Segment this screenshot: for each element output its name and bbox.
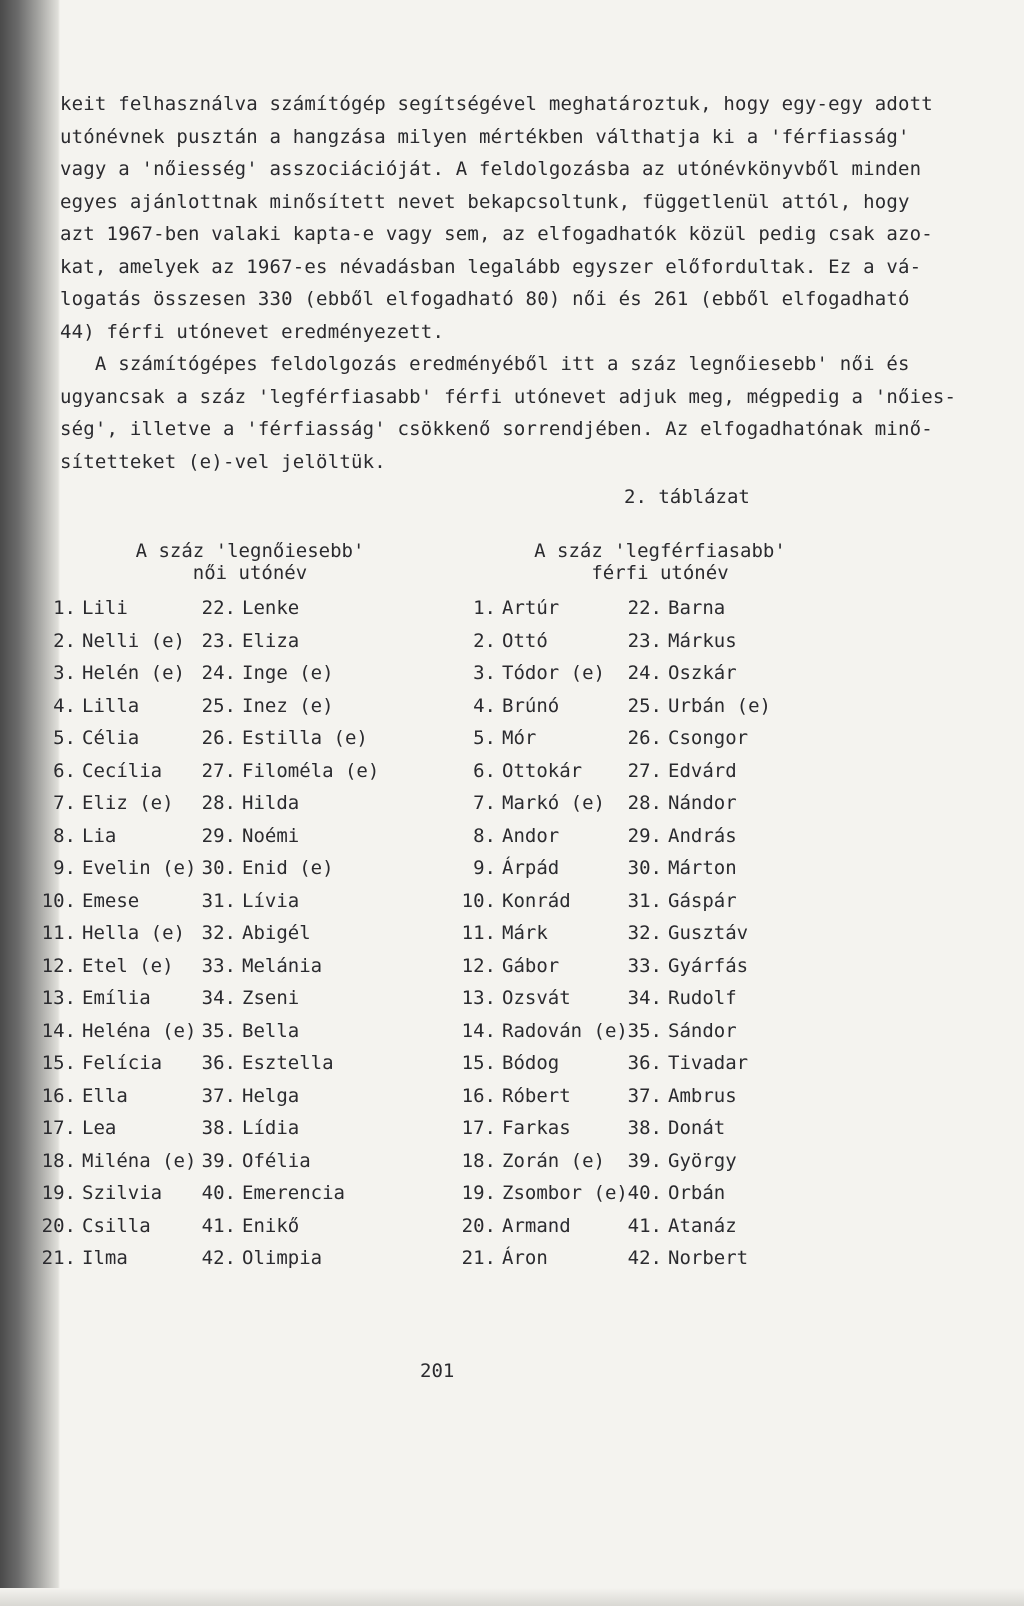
given-name: Atanáz — [668, 1214, 737, 1237]
given-name: Esztella — [242, 1052, 334, 1074]
given-name: Zsombor (e) — [502, 1182, 628, 1204]
given-name: Csilla — [82, 1214, 151, 1237]
given-name: Zorán (e) — [502, 1149, 605, 1172]
name-row — [36, 722, 222, 755]
name-row — [36, 950, 222, 983]
rank-number: 22. — [627, 597, 662, 619]
rank-number: 6. — [473, 759, 496, 782]
rank-number: 35. — [627, 1019, 662, 1042]
given-name: Norbert — [668, 1247, 749, 1269]
rank-number: 35. — [201, 1019, 236, 1042]
given-name: Orbán — [668, 1182, 726, 1204]
name-row — [196, 982, 382, 1015]
rank-number: 39. — [201, 1149, 236, 1172]
name-row — [456, 982, 642, 1015]
page-number: 201 — [420, 1360, 455, 1382]
rank-number: 25. — [201, 694, 236, 717]
name-row — [456, 1015, 642, 1048]
rank-number: 11. — [41, 922, 76, 944]
name-row — [196, 885, 382, 918]
given-name: Bódog — [502, 1052, 560, 1074]
name-row — [36, 755, 222, 788]
name-row — [622, 1145, 808, 1178]
rank-number: 14. — [41, 1019, 76, 1042]
given-name: Enid (e) — [242, 857, 334, 879]
name-row — [456, 950, 642, 983]
given-name: Lilla — [82, 694, 140, 717]
given-name: Filoméla (e) — [242, 759, 380, 782]
rank-number: 28. — [627, 792, 662, 814]
rank-number: 42. — [627, 1247, 662, 1269]
given-name: Urbán (e) — [668, 694, 771, 717]
name-row — [196, 1145, 382, 1178]
name-row — [456, 722, 642, 755]
given-name: Gusztáv — [668, 922, 749, 944]
given-name: Inez (e) — [242, 694, 334, 717]
given-name: Evelin (e) — [82, 857, 197, 879]
rank-number: 16. — [41, 1084, 76, 1107]
name-row — [36, 885, 222, 918]
rank-number: 40. — [201, 1182, 236, 1204]
body-paragraph — [60, 88, 957, 478]
name-row — [456, 1047, 642, 1080]
female-names-heading — [110, 540, 390, 584]
name-row — [622, 1080, 808, 1113]
rank-number: 13. — [41, 987, 76, 1009]
given-name: Barna — [668, 597, 726, 619]
rank-number: 6. — [53, 759, 76, 782]
name-row — [622, 917, 808, 950]
given-name: Inge (e) — [242, 662, 334, 684]
given-name: Enikő — [242, 1214, 300, 1237]
given-name: Andor — [502, 824, 560, 847]
name-row — [36, 982, 222, 1015]
rank-number: 39. — [627, 1149, 662, 1172]
rank-number: 2. — [473, 629, 496, 652]
paragraph-line: kat, amelyek az 1967-es névadásban legalább egyszer előfordultak. Ez a vá- — [60, 255, 922, 278]
name-row — [36, 1210, 222, 1243]
rank-number: 38. — [201, 1117, 236, 1139]
name-row — [196, 592, 382, 625]
rank-number: 42. — [201, 1247, 236, 1269]
given-name: Noémi — [242, 824, 300, 847]
name-row — [36, 1080, 222, 1113]
rank-number: 8. — [473, 824, 496, 847]
rank-number: 13. — [461, 987, 496, 1009]
rank-number: 34. — [201, 987, 236, 1009]
name-row — [622, 982, 808, 1015]
rank-number: 37. — [201, 1084, 236, 1107]
rank-number: 14. — [461, 1019, 496, 1042]
rank-number: 24. — [627, 662, 662, 684]
given-name: Emese — [82, 889, 140, 912]
name-row — [196, 820, 382, 853]
name-row — [456, 690, 642, 723]
rank-number: 36. — [627, 1052, 662, 1074]
paragraph-line: utónévnek pusztán a hangzása milyen mértékben válthatja ki a 'férfiasság' — [60, 125, 910, 148]
name-row — [36, 1242, 222, 1275]
rank-number: 18. — [461, 1149, 496, 1172]
given-name: Helén (e) — [82, 662, 185, 684]
rank-number: 10. — [41, 889, 76, 912]
rank-number: 21. — [41, 1247, 76, 1269]
given-name: Armand — [502, 1214, 571, 1237]
rank-number: 37. — [627, 1084, 662, 1107]
rank-number: 20. — [461, 1214, 496, 1237]
name-row — [196, 1080, 382, 1113]
rank-number: 33. — [627, 954, 662, 977]
given-name: Cecília — [82, 759, 163, 782]
rank-number: 41. — [627, 1214, 662, 1237]
rank-number: 4. — [53, 694, 76, 717]
paragraph-line: keit felhasználva számítógép segítségével meghatároztuk, hogy egy-egy adott — [60, 93, 933, 115]
rank-number: 9. — [53, 857, 76, 879]
given-name: Róbert — [502, 1084, 571, 1107]
given-name: Ofélia — [242, 1149, 311, 1172]
male-heading-line-1: A száz 'legférfiasabb' — [534, 540, 786, 562]
name-row — [622, 1177, 808, 1210]
given-name: Márton — [668, 857, 737, 879]
paragraph-line: ugyancsak a száz 'legférfiasabb' férfi utónevet adjuk meg, mégpedig a 'nőies- — [60, 385, 957, 408]
given-name: Zseni — [242, 987, 300, 1009]
given-name: Ottokár — [502, 759, 583, 782]
rank-number: 12. — [41, 954, 76, 977]
name-row — [196, 1210, 382, 1243]
name-row — [456, 885, 642, 918]
given-name: Edvárd — [668, 759, 737, 782]
name-row — [196, 1015, 382, 1048]
name-row — [456, 592, 642, 625]
paragraph-line: A számítógépes feldolgozás eredményéből itt a száz legnőiesebb' női és — [60, 353, 910, 375]
rank-number: 31. — [627, 889, 662, 912]
name-row — [622, 1242, 808, 1275]
paragraph-line: ség', illetve a 'férfiasság' csökkenő sorrendjében. Az elfogadhatónak minő- — [60, 418, 933, 440]
rank-number: 17. — [461, 1117, 496, 1139]
rank-number: 15. — [461, 1052, 496, 1074]
given-name: Sándor — [668, 1019, 737, 1042]
name-row — [456, 787, 642, 820]
name-row — [456, 852, 642, 885]
rank-number: 23. — [627, 629, 662, 652]
rank-number: 4. — [473, 694, 496, 717]
given-name: Lia — [82, 824, 117, 847]
given-name: Miléna (e) — [82, 1149, 197, 1172]
name-row — [622, 1015, 808, 1048]
rank-number: 7. — [473, 792, 496, 814]
given-name: Heléna (e) — [82, 1019, 197, 1042]
given-name: Konrád — [502, 889, 571, 912]
name-row — [196, 690, 382, 723]
rank-number: 30. — [627, 857, 662, 879]
name-row — [36, 1177, 222, 1210]
given-name: Tivadar — [668, 1052, 749, 1074]
given-name: Etel (e) — [82, 954, 174, 977]
name-row — [36, 1112, 222, 1145]
rank-number: 15. — [41, 1052, 76, 1074]
rank-number: 16. — [461, 1084, 496, 1107]
name-row — [622, 690, 808, 723]
name-row — [622, 755, 808, 788]
name-row — [36, 657, 222, 690]
name-row — [456, 755, 642, 788]
paragraph-line: sítetteket (e)-vel jelöltük. — [60, 450, 386, 473]
rank-number: 28. — [201, 792, 236, 814]
given-name: Emerencia — [242, 1182, 345, 1204]
given-name: Estilla (e) — [242, 727, 368, 749]
rank-number: 27. — [201, 759, 236, 782]
given-name: Nelli (e) — [82, 629, 185, 652]
given-name: Lili — [82, 597, 128, 619]
rank-number: 38. — [627, 1117, 662, 1139]
given-name: Ozsvát — [502, 987, 571, 1009]
given-name: András — [668, 824, 737, 847]
given-name: Brúnó — [502, 694, 560, 717]
paragraph-line: azt 1967-ben valaki kapta-e vagy sem, az elfogadhatók közül pedig csak azo- — [60, 223, 933, 245]
rank-number: 23. — [201, 629, 236, 652]
male-names-column-2 — [622, 592, 808, 1275]
name-row — [622, 885, 808, 918]
paragraph-line: logatás összesen 330 (ebből elfogadható 80) női és 261 (ebből elfogadható — [60, 288, 910, 310]
female-names-column-1 — [36, 592, 222, 1275]
name-row — [36, 690, 222, 723]
given-name: Áron — [502, 1247, 548, 1269]
rank-number: 11. — [461, 922, 496, 944]
female-heading-line-2: női utónév — [192, 562, 308, 584]
name-row — [456, 820, 642, 853]
given-name: Radován (e) — [502, 1019, 628, 1042]
given-name: Árpád — [502, 857, 560, 879]
rank-number: 32. — [201, 922, 236, 944]
male-names-heading — [520, 540, 800, 584]
given-name: Abigél — [242, 922, 311, 944]
name-row — [456, 625, 642, 658]
name-row — [36, 592, 222, 625]
given-name: Olimpia — [242, 1247, 323, 1269]
name-row — [622, 722, 808, 755]
given-name: Hilda — [242, 792, 300, 814]
paragraph-line: 44) férfi utónevet eredményezett. — [60, 320, 445, 343]
rank-number: 22. — [201, 597, 236, 619]
given-name: Márkus — [668, 629, 737, 652]
rank-number: 3. — [53, 662, 76, 684]
rank-number: 19. — [461, 1182, 496, 1204]
given-name: Lívia — [242, 889, 300, 912]
rank-number: 31. — [201, 889, 236, 912]
name-row — [196, 1177, 382, 1210]
given-name: Gábor — [502, 954, 560, 977]
given-name: Emília — [82, 987, 151, 1009]
name-row — [622, 950, 808, 983]
given-name: Lenke — [242, 597, 300, 619]
name-row — [622, 820, 808, 853]
name-row — [456, 917, 642, 950]
name-row — [622, 1210, 808, 1243]
rank-number: 9. — [473, 857, 496, 879]
rank-number: 34. — [627, 987, 662, 1009]
given-name: Oszkár — [668, 662, 737, 684]
rank-number: 30. — [201, 857, 236, 879]
name-row — [622, 657, 808, 690]
rank-number: 21. — [461, 1247, 496, 1269]
name-row — [36, 1145, 222, 1178]
given-name: Hella (e) — [82, 922, 185, 944]
given-name: Márk — [502, 922, 548, 944]
rank-number: 10. — [461, 889, 496, 912]
name-row — [456, 1080, 642, 1113]
name-row — [456, 1242, 642, 1275]
paragraph-line: vagy a 'nőiesség' asszociációját. A feldolgozásba az utónévkönyvből minden — [60, 158, 922, 180]
rank-number: 29. — [201, 824, 236, 847]
name-row — [622, 852, 808, 885]
name-row — [36, 1015, 222, 1048]
rank-number: 5. — [473, 727, 496, 749]
name-row — [196, 755, 382, 788]
table-caption: 2. táblázat — [624, 486, 750, 508]
name-row — [196, 657, 382, 690]
given-name: Mór — [502, 727, 537, 749]
name-row — [196, 625, 382, 658]
given-name: Csongor — [668, 727, 749, 749]
rank-number: 29. — [627, 824, 662, 847]
name-row — [196, 950, 382, 983]
rank-number: 20. — [41, 1214, 76, 1237]
name-row — [36, 625, 222, 658]
rank-number: 18. — [41, 1149, 76, 1172]
given-name: Lea — [82, 1117, 117, 1139]
given-name: Lídia — [242, 1117, 300, 1139]
name-row — [456, 1177, 642, 1210]
given-name: Tódor (e) — [502, 662, 605, 684]
rank-number: 8. — [53, 824, 76, 847]
female-names-column-2 — [196, 592, 382, 1275]
rank-number: 1. — [53, 597, 76, 619]
given-name: György — [668, 1149, 737, 1172]
given-name: Gáspár — [668, 889, 737, 912]
name-row — [36, 917, 222, 950]
name-row — [456, 1210, 642, 1243]
rank-number: 24. — [201, 662, 236, 684]
rank-number: 40. — [627, 1182, 662, 1204]
given-name: Melánia — [242, 954, 323, 977]
name-row — [196, 852, 382, 885]
given-name: Helga — [242, 1084, 300, 1107]
name-row — [36, 820, 222, 853]
rank-number: 27. — [627, 759, 662, 782]
given-name: Eliz (e) — [82, 792, 174, 814]
paragraph-line: egyes ajánlottnak minősített nevet bekapcsoltunk, függetlenül attól, hogy — [60, 190, 910, 213]
rank-number: 3. — [473, 662, 496, 684]
name-row — [622, 1047, 808, 1080]
name-row — [456, 1112, 642, 1145]
given-name: Szilvia — [82, 1182, 163, 1204]
male-names-column-1 — [456, 592, 642, 1275]
rank-number: 5. — [53, 727, 76, 749]
name-row — [196, 722, 382, 755]
name-row — [36, 787, 222, 820]
rank-number: 26. — [627, 727, 662, 749]
name-row — [196, 917, 382, 950]
rank-number: 2. — [53, 629, 76, 652]
male-heading-line-2: férfi utónév — [591, 562, 729, 584]
given-name: Farkas — [502, 1117, 571, 1139]
name-row — [196, 1242, 382, 1275]
given-name: Donát — [668, 1117, 726, 1139]
given-name: Célia — [82, 727, 140, 749]
given-name: Felícia — [82, 1052, 163, 1074]
rank-number: 7. — [53, 792, 76, 814]
name-row — [622, 592, 808, 625]
name-row — [196, 787, 382, 820]
name-row — [36, 1047, 222, 1080]
name-row — [622, 787, 808, 820]
given-name: Ella — [82, 1084, 128, 1107]
rank-number: 32. — [627, 922, 662, 944]
given-name: Ambrus — [668, 1084, 737, 1107]
rank-number: 12. — [461, 954, 496, 977]
given-name: Markó (e) — [502, 792, 605, 814]
given-name: Nándor — [668, 792, 737, 814]
given-name: Rudolf — [668, 987, 737, 1009]
given-name: Ilma — [82, 1247, 128, 1269]
rank-number: 19. — [41, 1182, 76, 1204]
rank-number: 25. — [627, 694, 662, 717]
female-heading-line-1: A száz 'legnőiesebb' — [135, 540, 365, 562]
name-row — [456, 657, 642, 690]
rank-number: 36. — [201, 1052, 236, 1074]
rank-number: 26. — [201, 727, 236, 749]
rank-number: 1. — [473, 597, 496, 619]
given-name: Gyárfás — [668, 954, 749, 977]
given-name: Ottó — [502, 629, 548, 652]
given-name: Eliza — [242, 629, 300, 652]
rank-number: 33. — [201, 954, 236, 977]
given-name: Bella — [242, 1019, 300, 1042]
name-row — [456, 1145, 642, 1178]
name-row — [622, 1112, 808, 1145]
name-row — [622, 625, 808, 658]
rank-number: 41. — [201, 1214, 236, 1237]
name-row — [36, 852, 222, 885]
given-name: Artúr — [502, 597, 560, 619]
name-row — [196, 1047, 382, 1080]
name-row — [196, 1112, 382, 1145]
page-bottom-edge — [0, 1588, 1024, 1606]
rank-number: 17. — [41, 1117, 76, 1139]
